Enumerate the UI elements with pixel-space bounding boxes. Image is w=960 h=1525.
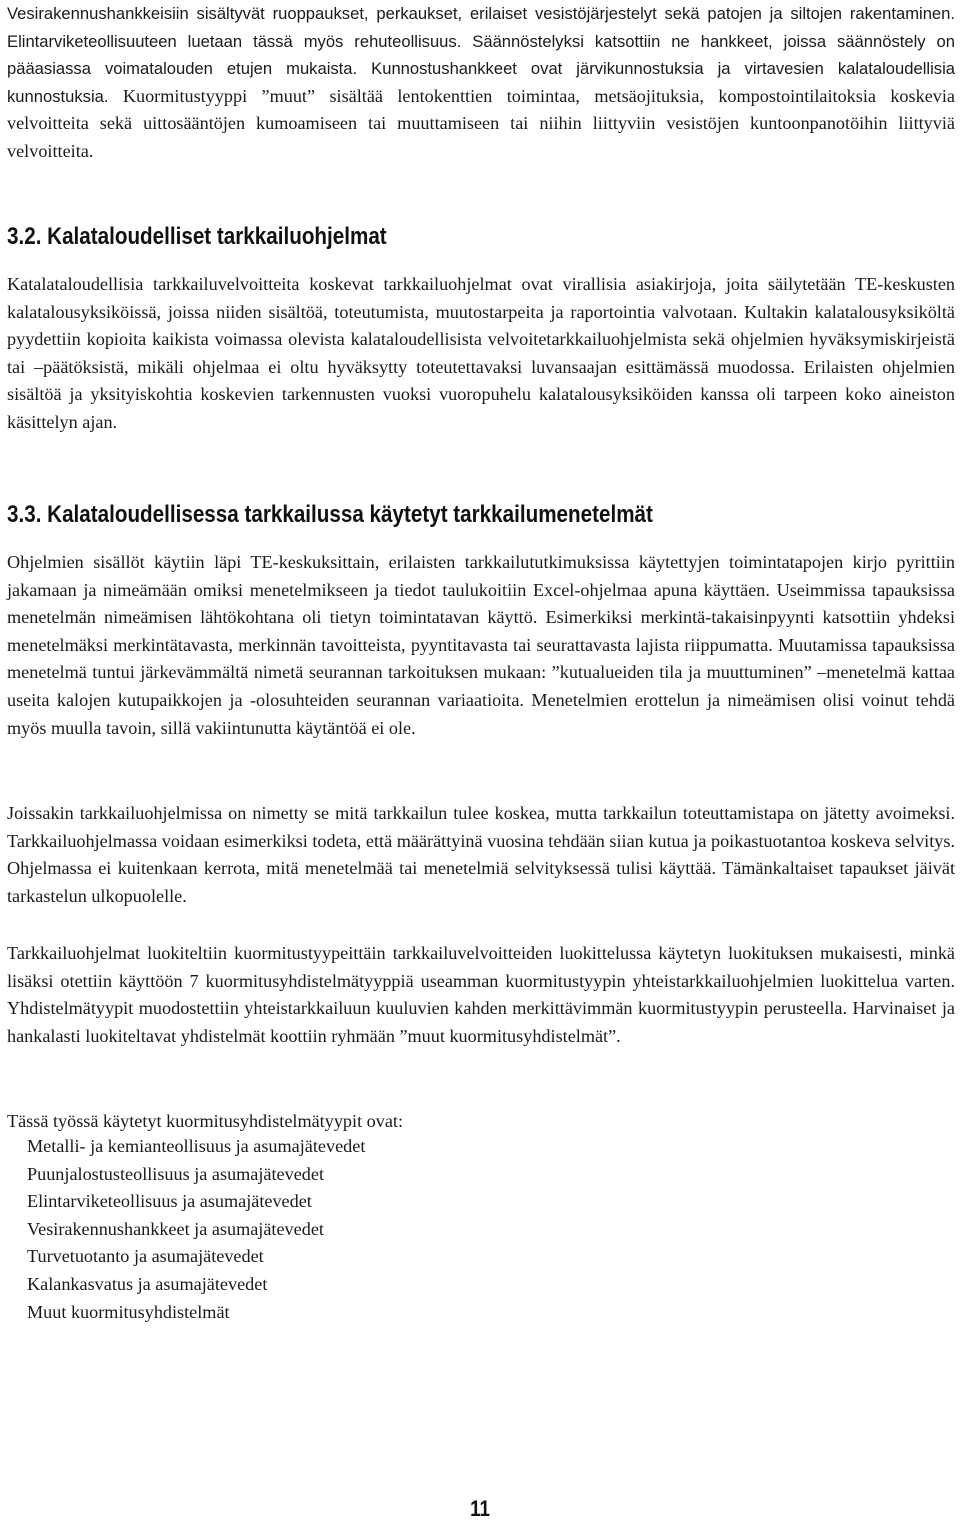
list-item: Puunjalostusteollisuus ja asumajätevedet: [27, 1163, 325, 1184]
intro-paragraph-sans-part: Vesirakennushankkeisiin sisältyvät ruoppaukset, perkaukset, erilaiset vesistöjärjestelyt sekä patojen ja siltojen rakentaminen. Elintarviketeollisuuteen luetaan tässä myös rehuteollisuus. Säännöstelyksi katsottiin ne hankkeet, joissa säännöstely on pääasiassa voimatalouden etujen mukaista. Kunnostushankkeet ovat järvikunnostuksia ja virtavesien kalataloudellisia kunnostuksia.: [7, 4, 955, 106]
list-item: Metalli- ja kemianteollisuus ja asumajätevedet: [27, 1136, 366, 1156]
document-page: [7, 0, 955, 1322]
load-combination-type-list: [27, 1133, 365, 1326]
page-number: 11: [470, 1496, 490, 1521]
section-3-2-paragraph: Katalataloudellisia tarkkailuvelvoitteita koskevat tarkkailuohjelmat ovat virallisia asiakirjoja, joita säilytetään TE-keskusten kalatalousyksiköissä, joissa niiden sisältöä, toteutumista, muutostarpeita ja raportointia valvotaan. Kultakin kalatalousyksiköltä pyydettiin kopioita kaikista voimassa olevista kalataloudellisista velvoitetarkkailuohjelmista sekä ohjelmien hyväksymiskirjeistä tai –päätöksistä, mikäli ohjelmaa ei oltu hyväksytty toteutettavaksi luvansaajan esittämässä muodossa. Erilaisten ohjelmien sisältöä ja yksityiskohtia koskevien tarkennusten vuoksi vuoropuhelu kalatalousyksiköiden kanssa oli tarpeen koko aineiston käsittelyn ajan.: [7, 274, 955, 432]
section-3-3-paragraph-3: Tarkkailuohjelmat luokiteltiin kuormitustyypeittäin tarkkailuvelvoitteiden luokittelussa käytetyn luokituksen mukaisesti, minkä lisäksi otettiin käyttöön 7 kuormitusyhdistelmätyyppiä useamman kuormitustyypin yhteistarkkailuohjelmien luokittelua varten. Yhdistelmätyypit muodostettiin yhteistarkkailuun kuuluvien kahden merkittävimmän kuormitustyypin perusteella. Harvinaiset ja hankalasti luokiteltavat yhdistelmät koottiin ryhmään ”muut kuormitusyhdistelmät”.: [7, 943, 955, 1046]
list-item: Elintarviketeollisuus ja asumajätevedet: [27, 1191, 312, 1212]
list-intro: Tässä työssä käytetyt kuormitusyhdistelmätyypit ovat:: [7, 1111, 404, 1131]
list-item: Turvetuotanto ja asumajätevedet: [27, 1246, 264, 1267]
intro-paragraph: [7, 0, 955, 166]
section-3-3-paragraph-2: Joissakin tarkkailuohjelmissa on nimetty se mitä tarkkailun tulee koskea, mutta tarkkailun toteuttamistapa on jätetty avoimeksi. Tarkkailuohjelmassa voidaan esimerkiksi todeta, että määrättyinä vuosina tehdään siian kutua ja poikastuotantoa koskeva selvitys. Ohjelmassa ei kuitenkaan kerrota, mitä menetelmää tai menetelmiä selvityksessä tulisi käyttää. Tämänkaltaiset tapaukset jäivät tarkastelun ulkopuolelle.: [7, 803, 955, 906]
section-3-3-paragraph-1: Ohjelmien sisällöt käytiin läpi TE-keskuksittain, erilaisten tarkkailututkimuksissa käytettyjen toimintatapojen kirjo pyrittiin jakamaan ja nimeämään omiksi menetelmikseen ja tiedot taulukoitiin Excel-ohjelmaa apuna käyttäen. Useimmissa tapauksissa menetelmän nimeämisen lähtökohtana oli tietyn toimintatavan käyttö. Esimerkiksi merkintä-takaisinpyynti katsottiin yhdeksi menetelmäksi merkintätavasta, merkinnän tavoitteista, pyyntitavasta tai seurattavasta lajista riippumatta. Muutamissa tapauksissa menetelmä tuntui järkevämmältä nimetä seurannan tarkoituksen mukaan: ”kutualueiden tila ja muuttuminen” –menetelmä kattaa useita kalojen kutupaikkojen ja -olosuhteiden seurannan variaatioita. Menetelmien erottelun ja nimeämisen olisi voinut tehdä myös muulla tavoin, sillä vakiintunutta käytäntöä ei ole.: [7, 552, 955, 738]
list-item: Vesirakennushankkeet ja asumajätevedet: [27, 1218, 324, 1239]
section-heading-3-3: 3.3. Kalataloudellisessa tarkkailussa käytetyt tarkkailumenetelmät: [7, 501, 653, 528]
list-item: Kalankasvatus ja asumajätevedet: [27, 1273, 268, 1294]
section-heading-3-2: 3.2. Kalataloudelliset tarkkailuohjelmat: [7, 223, 387, 250]
list-item: Muut kuormitusyhdistelmät: [27, 1301, 230, 1322]
intro-paragraph-serif-part: Kuormitustyyppi ”muut” sisältää lentokenttien toimintaa, metsäojituksia, kompostointilaitoksia koskevia velvoitteita sekä uittosääntöjen kumoamiseen tai muuttamiseen tai niihin liittyviin vesistöjen kuntoonpanotöihin liittyviä velvoitteita.: [7, 85, 955, 161]
